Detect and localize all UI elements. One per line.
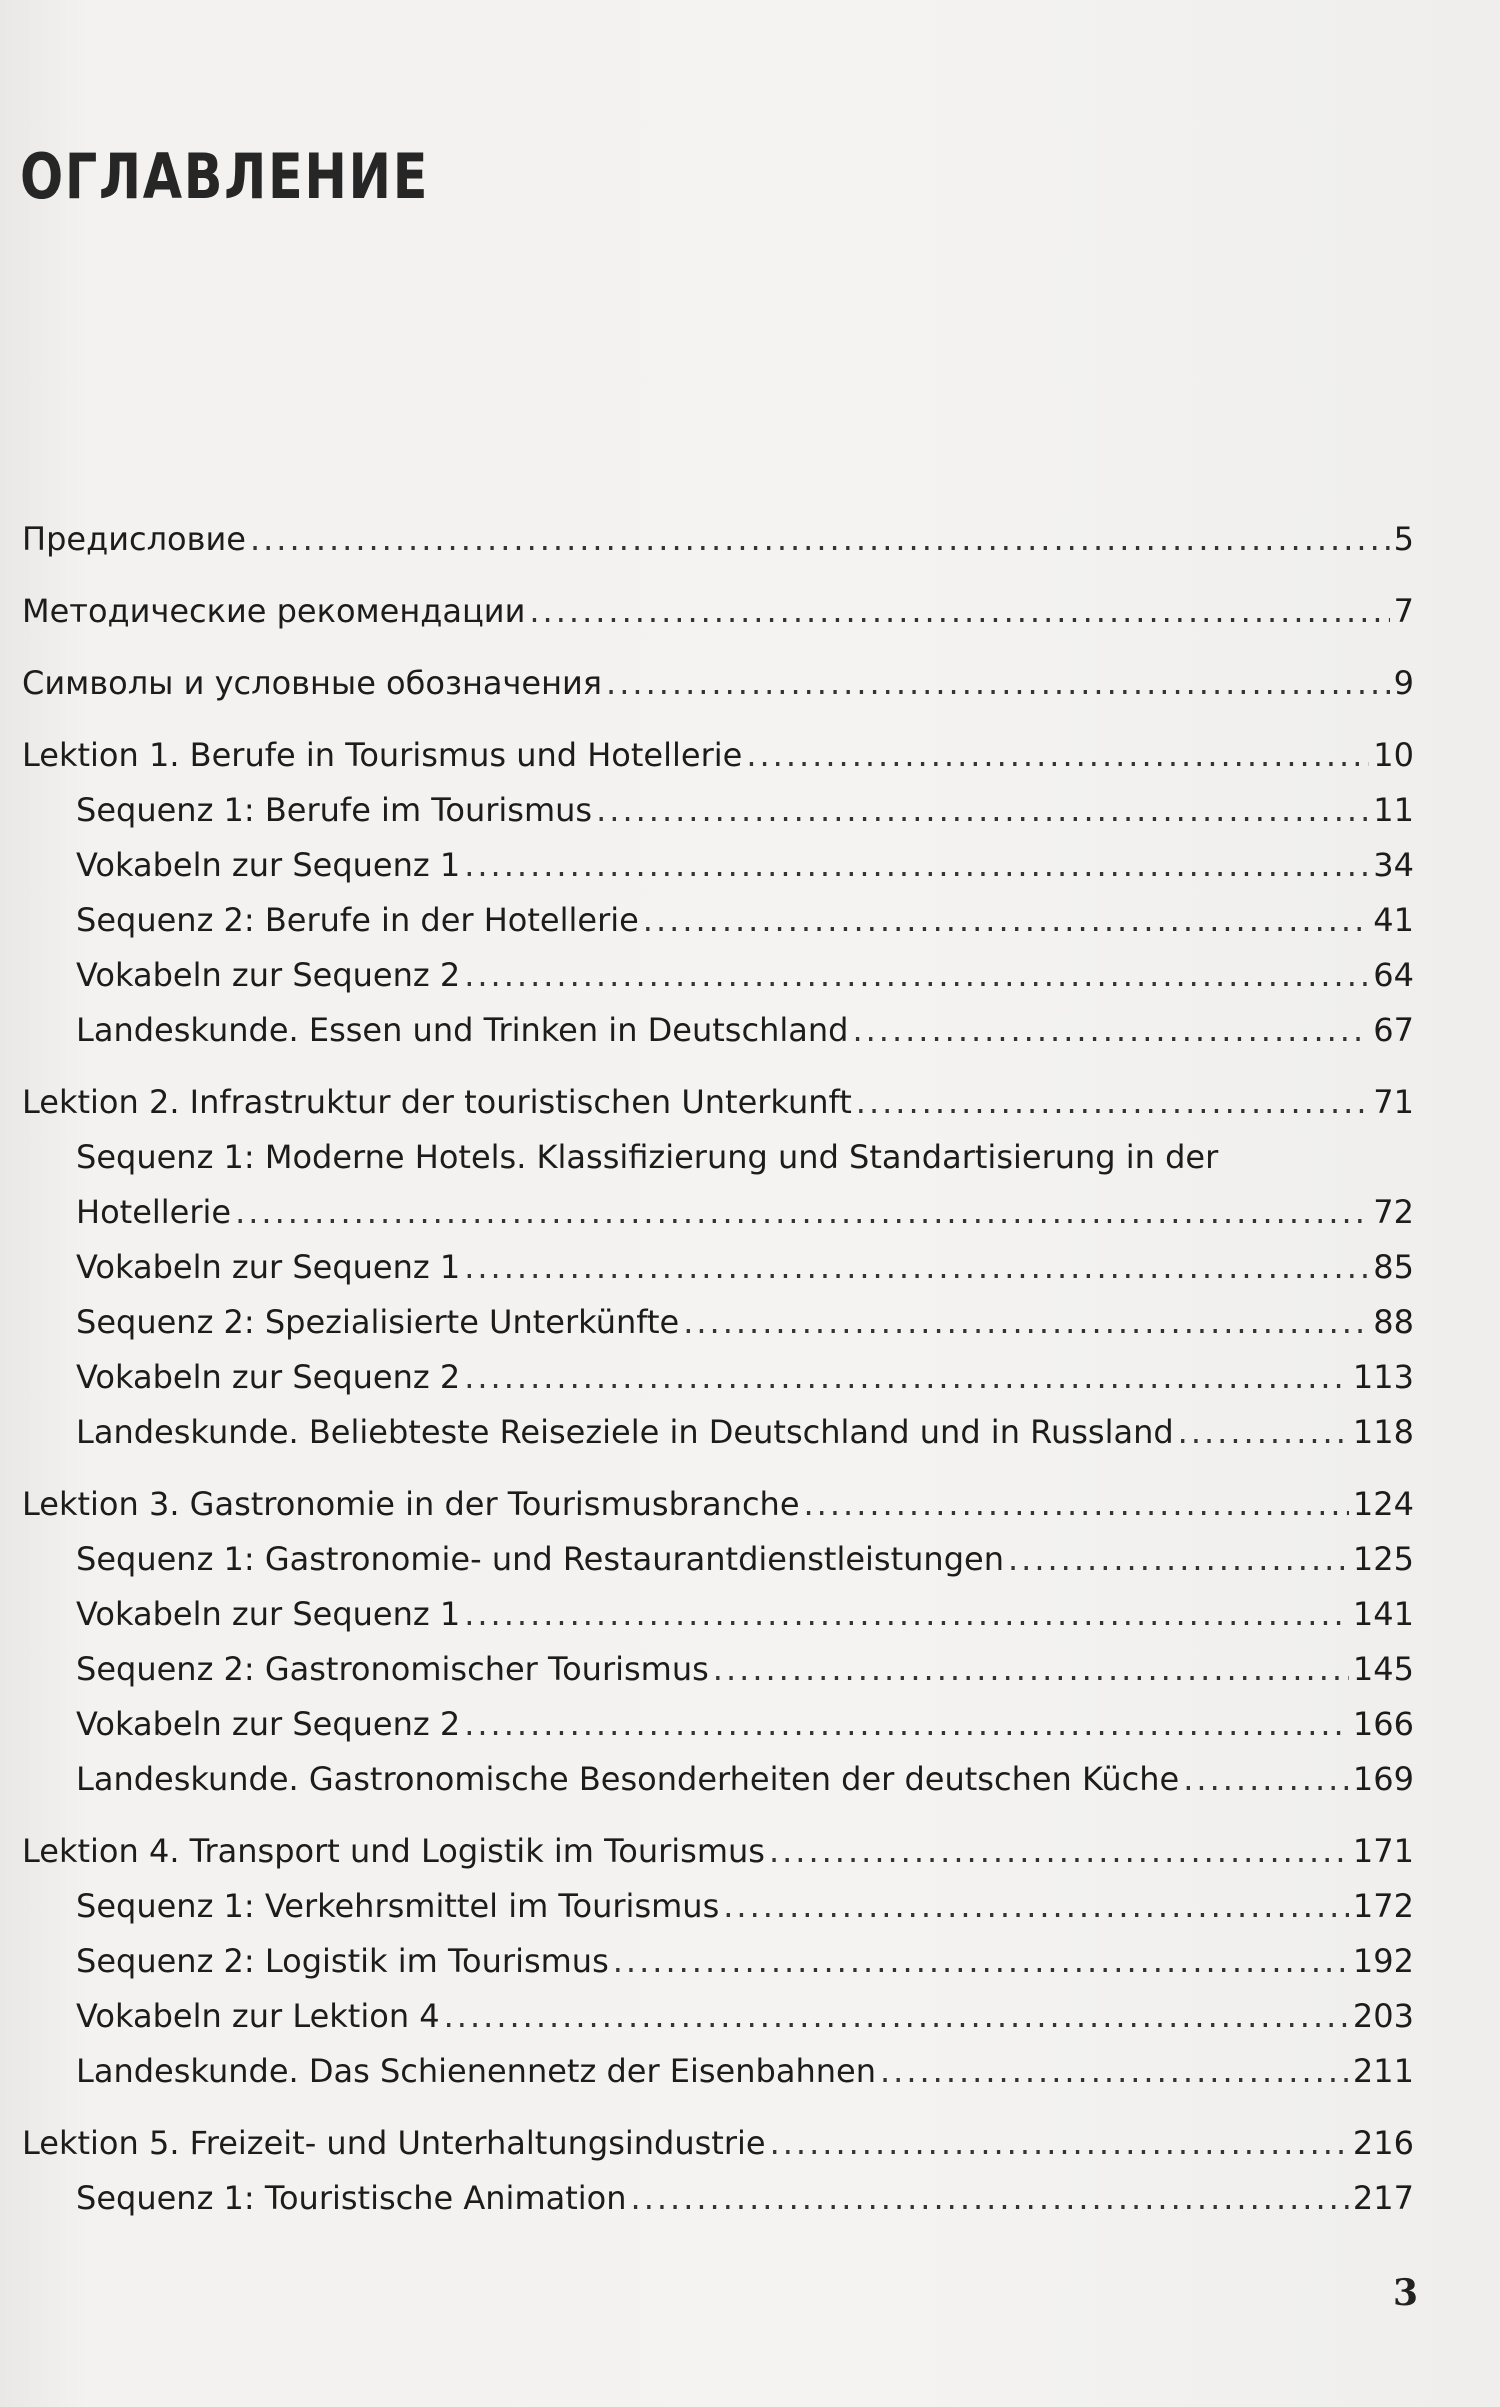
toc-subentry (22, 1879, 1414, 1934)
toc-entry-label: Vokabeln zur Sequenz 2 (76, 1705, 461, 1743)
toc-entry-page: 216 (1352, 2124, 1414, 2162)
toc-entry-page: 124 (1352, 1485, 1414, 1523)
toc-leader-dots (464, 1697, 1349, 1752)
toc-entry-label: Sequenz 1: Moderne Hotels. Klassifizierung und Standartisierung in der (76, 1138, 1219, 1176)
toc-subentry (22, 838, 1414, 893)
toc-subentry (22, 948, 1414, 1003)
toc-subentry (22, 1587, 1414, 1642)
toc-leader-dots (1183, 1752, 1349, 1807)
toc-leader-dots (529, 584, 1389, 639)
toc-entry-page: 88 (1373, 1303, 1414, 1341)
toc-leader-dots (613, 1934, 1349, 1989)
toc-entry-label: Sequenz 2: Berufe in der Hotellerie (76, 901, 639, 939)
toc-leader-dots (250, 512, 1390, 567)
toc-leader-dots (606, 656, 1390, 711)
toc-entry-label: Sequenz 2: Logistik im Tourismus (76, 1942, 609, 1980)
toc-entry-label: Vokabeln zur Sequenz 1 (76, 846, 461, 884)
toc-leader-dots (596, 783, 1369, 838)
toc-entry-page: 217 (1352, 2179, 1414, 2217)
toc-entry-label: Landeskunde. Beliebteste Reiseziele in Deutschland und in Russland (76, 1413, 1174, 1451)
toc-entry-page: 172 (1352, 1887, 1414, 1925)
toc-entry-label: Методические рекомендации (22, 592, 526, 630)
toc-subentry (22, 893, 1414, 948)
toc-entry-label: Lektion 3. Gastronomie in der Tourismusbranche (22, 1485, 800, 1523)
toc-entry-page: 34 (1373, 846, 1414, 884)
toc-entry-label: Lektion 4. Transport und Logistik im Tourismus (22, 1832, 765, 1870)
toc-entry-page: 113 (1352, 1358, 1414, 1396)
toc-entry-label: Landeskunde. Essen und Trinken in Deutschland (76, 1011, 849, 1049)
toc-leader-dots (444, 1989, 1349, 2044)
toc-leader-dots (643, 893, 1369, 948)
toc-leader-dots (769, 1824, 1349, 1879)
toc-entry-page: 145 (1352, 1650, 1414, 1688)
toc-leader-dots (464, 1350, 1349, 1405)
toc-entry-label: Sequenz 2: Spezialisierte Unterkünfte (76, 1303, 680, 1341)
toc-entry-page: 125 (1352, 1540, 1414, 1578)
toc-entry-label: Vokabeln zur Sequenz 2 (76, 1358, 461, 1396)
toc-entry-label: Предисловие (22, 520, 246, 558)
toc-subentry (22, 1405, 1414, 1460)
toc-entry-label: Lektion 2. Infrastruktur der touristischen Unterkunft (22, 1083, 852, 1121)
toc-subentry (22, 1240, 1414, 1295)
toc-leader-dots (713, 1642, 1349, 1697)
toc-leader-dots (464, 1587, 1349, 1642)
toc-leader-dots (852, 1003, 1369, 1058)
toc-subentry (22, 1989, 1414, 2044)
toc-leader-dots (464, 838, 1369, 893)
toc-subentry (22, 1934, 1414, 1989)
toc-entry-page: 10 (1373, 736, 1414, 774)
toc-entry-label: Sequenz 1: Berufe im Tourismus (76, 791, 593, 829)
toc-entry-page: 71 (1373, 1083, 1414, 1121)
toc-entry-label: Lektion 1. Berufe in Tourismus und Hotellerie (22, 736, 743, 774)
toc-subentry (22, 1697, 1414, 1752)
toc-subentry (22, 1642, 1414, 1697)
toc-leader-dots (770, 2116, 1349, 2171)
toc-entry-page: 9 (1393, 664, 1414, 702)
toc-leader-dots (880, 2044, 1349, 2099)
toc-leader-dots (631, 2171, 1349, 2226)
toc-leader-dots (746, 728, 1369, 783)
toc-entry-page: 41 (1373, 901, 1414, 939)
toc-entry (22, 584, 1414, 639)
toc-entry-page: 118 (1352, 1413, 1414, 1451)
toc-chapter-entry (22, 1075, 1414, 1130)
toc-entry-page: 64 (1373, 956, 1414, 994)
toc-entry-label: Символы и условные обозначения (22, 664, 603, 702)
toc-entry (22, 512, 1414, 567)
toc-entry-page: 203 (1352, 1997, 1414, 2035)
toc-entry-page: 211 (1352, 2052, 1414, 2090)
toc-entry-page: 67 (1373, 1011, 1414, 1049)
toc-chapter-entry (22, 1824, 1414, 1879)
toc-subentry (22, 1003, 1414, 1058)
toc-chapter-entry (22, 1477, 1414, 1532)
toc-entry-label: Sequenz 1: Gastronomie- und Restaurantdienstleistungen (76, 1540, 1004, 1578)
toc-subentry (22, 2044, 1414, 2099)
toc-entry-label: Landeskunde. Gastronomische Besonderheiten der deutschen Küche (76, 1760, 1180, 1798)
toc-entry-page: 85 (1373, 1248, 1414, 1286)
toc-leader-dots (723, 1879, 1349, 1934)
toc-leader-dots (804, 1477, 1349, 1532)
toc-entry-page: 192 (1352, 1942, 1414, 1980)
toc-entry (22, 656, 1414, 711)
toc-entry-label: Lektion 5. Freizeit- und Unterhaltungsindustrie (22, 2124, 766, 2162)
toc-entry-label: Vokabeln zur Lektion 4 (76, 1997, 440, 2035)
toc-entry-page: 169 (1352, 1760, 1414, 1798)
toc-entry-label: Vokabeln zur Sequenz 1 (76, 1248, 461, 1286)
toc-entry-page: 11 (1373, 791, 1414, 829)
toc-entry-label: Vokabeln zur Sequenz 1 (76, 1595, 461, 1633)
toc-entry-page: 5 (1393, 520, 1414, 558)
toc-leader-dots (1008, 1532, 1349, 1587)
toc-leader-dots (235, 1185, 1369, 1240)
toc-entry-label: Vokabeln zur Sequenz 2 (76, 956, 461, 994)
page-number: 3 (1392, 2272, 1418, 2314)
toc-subentry (22, 1130, 1414, 1240)
toc-leader-dots (856, 1075, 1370, 1130)
toc-chapter-entry (22, 728, 1414, 783)
toc-entry-page: 171 (1352, 1832, 1414, 1870)
toc-entry-label: Sequenz 1: Verkehrsmittel im Tourismus (76, 1887, 720, 1925)
toc-subentry (22, 1295, 1414, 1350)
toc-subentry (22, 783, 1414, 838)
toc-subentry (22, 1752, 1414, 1807)
toc-entry-page: 72 (1373, 1193, 1414, 1231)
toc-leader-dots (1178, 1405, 1349, 1460)
toc-entry-label: Landeskunde. Das Schienennetz der Eisenbahnen (76, 2052, 876, 2090)
toc-subentry (22, 1350, 1414, 1405)
toc-leader-dots (464, 1240, 1369, 1295)
toc-entry-page: 7 (1393, 592, 1414, 630)
toc-subentry (22, 2171, 1414, 2226)
toc-leader-dots (683, 1295, 1369, 1350)
toc-entry-label-continued: Hotellerie (76, 1193, 232, 1231)
toc-entry-page: 166 (1352, 1705, 1414, 1743)
page-title: ОГЛАВЛЕНИЕ (20, 140, 430, 213)
table-of-contents (22, 512, 1414, 2226)
toc-chapter-entry (22, 2116, 1414, 2171)
toc-leader-dots (464, 948, 1369, 1003)
toc-entry-label: Sequenz 1: Touristische Animation (76, 2179, 627, 2217)
toc-entry-page: 141 (1352, 1595, 1414, 1633)
toc-subentry (22, 1532, 1414, 1587)
toc-entry-label: Sequenz 2: Gastronomischer Tourismus (76, 1650, 709, 1688)
